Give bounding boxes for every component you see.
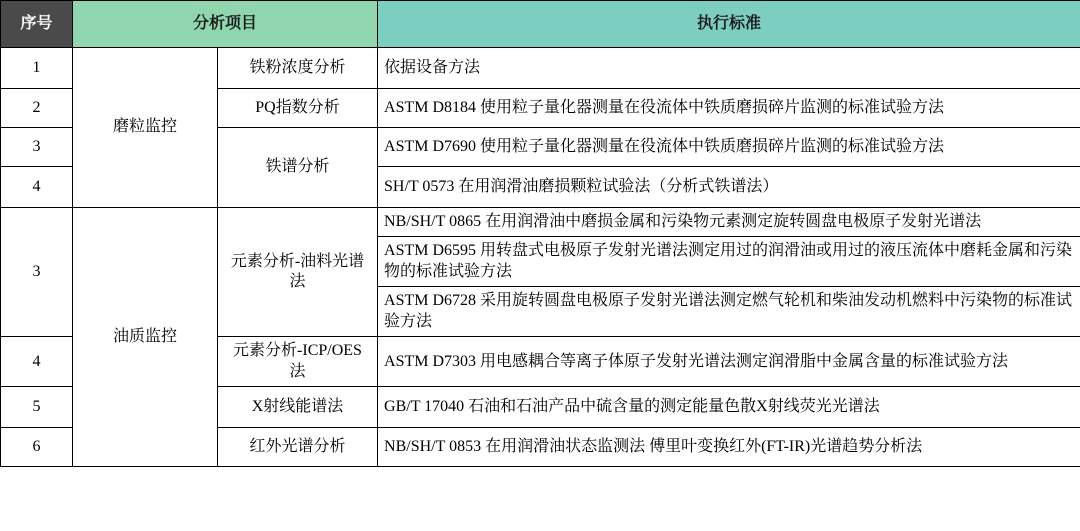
cell-standard: ASTM D7303 用电感耦合等离子体原子发射光谱法测定润滑脂中金属含量的标准试验方法 (378, 337, 1080, 387)
cell-item: X射线能谱法 (218, 387, 378, 428)
cell-standard: GB/T 17040 石油和石油产品中硫含量的测定能量色散X射线荧光光谱法 (378, 387, 1080, 428)
cell-standard: 依据设备方法 (378, 48, 1080, 89)
cell-item: PQ指数分析 (218, 89, 378, 128)
cell-category-oil-quality: 油质监控 (73, 208, 218, 467)
table-header (1, 1, 1080, 48)
cell-item: 红外光谱分析 (218, 428, 378, 467)
cell-item: 元素分析-油料光谱法 (218, 208, 378, 337)
table-row (1, 48, 1080, 89)
cell-standard: ASTM D6728 采用旋转圆盘电极原子发射光谱法测定燃气轮机和柴油发动机燃料中污染物的标准试验方法 (378, 287, 1080, 337)
table-row (1, 208, 1080, 237)
cell-no: 4 (1, 337, 73, 387)
cell-no: 2 (1, 89, 73, 128)
table-header-row (1, 1, 1080, 48)
cell-category-wear-particle: 磨粒监控 (73, 48, 218, 208)
cell-no: 4 (1, 167, 73, 208)
table-body (1, 48, 1080, 467)
cell-no: 1 (1, 48, 73, 89)
cell-item: 铁谱分析 (218, 128, 378, 208)
cell-item: 元素分析-ICP/OES 法 (218, 337, 378, 387)
header-cell-analysis-item: 分析项目 (73, 1, 378, 48)
cell-no: 6 (1, 428, 73, 467)
cell-standard: SH/T 0573 在用润滑油磨损颗粒试验法（分析式铁谱法） (378, 167, 1080, 208)
header-cell-standard: 执行标准 (378, 1, 1080, 48)
cell-no: 5 (1, 387, 73, 428)
header-cell-no: 序号 (1, 1, 73, 48)
cell-standard: NB/SH/T 0865 在用润滑油中磨损金属和污染物元素测定旋转圆盘电极原子发射光谱法 (378, 208, 1080, 237)
cell-standard: NB/SH/T 0853 在用润滑油状态监测法 傅里叶变换红外(FT-IR)光谱趋势分析法 (378, 428, 1080, 467)
cell-no: 3 (1, 208, 73, 337)
cell-item: 铁粉浓度分析 (218, 48, 378, 89)
cell-standard: ASTM D8184 使用粒子量化器测量在役流体中铁质磨损碎片监测的标准试验方法 (378, 89, 1080, 128)
cell-no: 3 (1, 128, 73, 167)
cell-standard: ASTM D7690 使用粒子量化器测量在役流体中铁质磨损碎片监测的标准试验方法 (378, 128, 1080, 167)
cell-standard: ASTM D6595 用转盘式电极原子发射光谱法测定用过的润滑油或用过的液压流体中磨耗金属和污染物的标准试验方法 (378, 237, 1080, 287)
